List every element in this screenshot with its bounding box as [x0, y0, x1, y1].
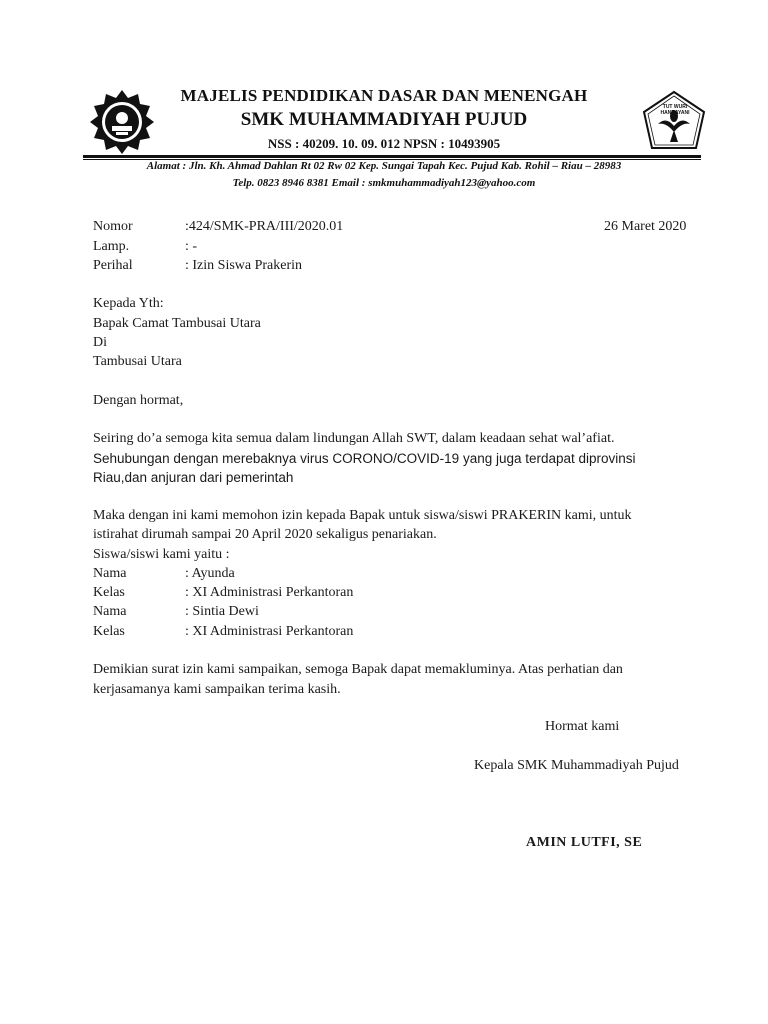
letterhead-school: SMK MUHAMMADIYAH PUJUD	[240, 109, 528, 130]
recipient-line-1: Kepada Yth:	[93, 296, 164, 311]
recipient-line-4: Tambusai Utara	[93, 354, 182, 369]
header-rule-thick	[83, 155, 701, 158]
paragraph-2-line-2: istirahat dirumah sampai 20 April 2020 sekaligus penariakan.	[93, 527, 437, 542]
right-logo-text: TUT WURI HANDAYANI	[660, 104, 690, 116]
student-field-label: Nama	[93, 604, 127, 619]
letterhead-contact: Telp. 0823 8946 8381 Email : smkmuhammadiyah123@yahoo.com	[232, 177, 536, 189]
lamp-label: Lamp.	[93, 239, 130, 254]
regards: Hormat kami	[545, 719, 620, 734]
letterhead-org: MAJELIS PENDIDIKAN DASAR DAN MENENGAH	[180, 86, 588, 105]
students-intro: Siswa/siswi kami yaitu :	[93, 547, 230, 562]
nomor-value: :424/SMK-PRA/III/2020.01	[185, 219, 344, 234]
student-field-value: : XI Administrasi Perkantoran	[185, 624, 354, 639]
student-field-label: Kelas	[93, 624, 125, 639]
student-field-value: : XI Administrasi Perkantoran	[185, 585, 354, 600]
paragraph-2-line-1: Maka dengan ini kami memohon izin kepada Bapak untuk siswa/siswi PRAKERIN kami, untuk	[93, 508, 632, 523]
greeting: Dengan hormat,	[93, 393, 184, 408]
perihal-label: Perihal	[93, 258, 133, 273]
lamp-value: : -	[185, 239, 198, 254]
closing-line-1: Demikian surat izin kami sampaikan, semoga Bapak dapat memakluminya. Atas perhatian dan	[93, 662, 623, 677]
letterhead-ids: NSS : 40209. 10. 09. 012 NPSN : 10493905	[267, 136, 501, 151]
perihal-value: : Izin Siswa Prakerin	[185, 258, 303, 273]
recipient-line-2: Bapak Camat Tambusai Utara	[93, 316, 261, 331]
paragraph-1-line-2: Sehubungan dengan merebaknya virus CORONO/COVID-19 yang juga terdapat diprovinsi	[93, 451, 636, 466]
student-field-value: : Ayunda	[185, 566, 235, 581]
paragraph-1-line-1: Seiring do’a semoga kita semua dalam lindungan Allah SWT, dalam keadaan sehat wal’afiat.	[93, 431, 615, 446]
letterhead-address: Alamat : Jln. Kh. Ahmad Dahlan Rt 02 Rw 02 Kep. Sungai Tapah Kec. Pujud Kab. Rohil – Riau – 28983	[146, 160, 622, 172]
signer-title: Kepala SMK Muhammadiyah Pujud	[474, 758, 679, 773]
letter-date: 26 Maret 2020	[604, 219, 687, 234]
student-field-label: Nama	[93, 566, 127, 581]
nomor-label: Nomor	[93, 219, 133, 234]
student-field-value: : Sintia Dewi	[185, 604, 259, 619]
student-field-label: Kelas	[93, 585, 125, 600]
closing-line-2: kerjasamanya kami sampaikan terima kasih.	[93, 682, 341, 697]
recipient-line-3: Di	[93, 335, 107, 350]
signer-name: AMIN LUTFI, SE	[526, 835, 643, 850]
paragraph-1-line-3: Riau,dan anjuran dari pemerintah	[93, 470, 294, 485]
